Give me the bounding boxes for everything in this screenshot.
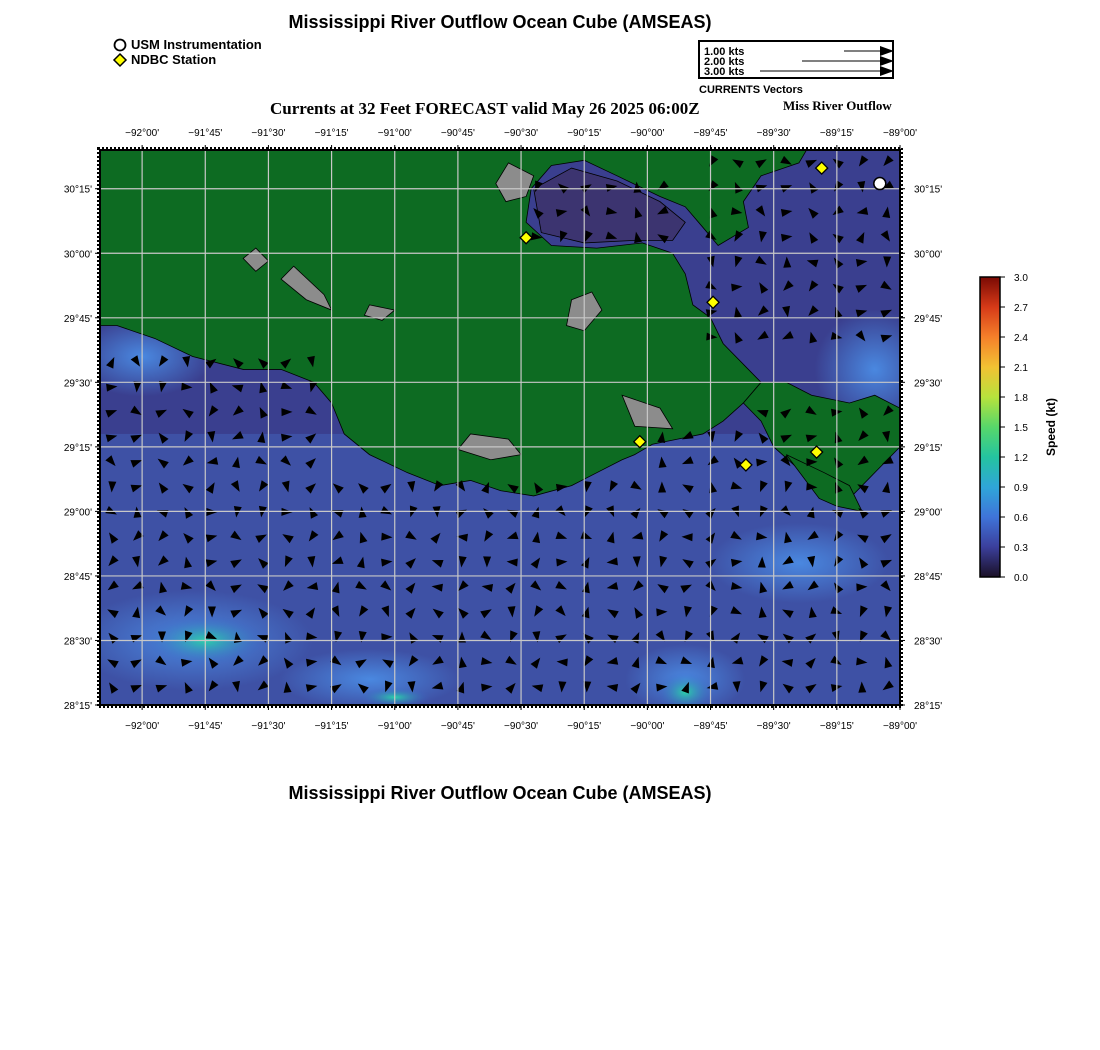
lat-tick-label-left: 29°00' [63,507,92,519]
lon-tick-label-top: −89°15' [819,128,854,139]
lat-tick-label-left: 28°45' [63,571,92,583]
colorbar-tick-label: 1.8 [1014,393,1028,404]
usm-station-marker [874,178,886,190]
lon-tick-label-bottom: −89°30' [756,721,791,732]
lon-tick-label-bottom: −91°15' [314,721,349,732]
colorbar-tick-label: 0.6 [1014,513,1028,524]
lon-tick-label-bottom: −91°00' [377,721,412,732]
colorbar-tick-label: 0.3 [1014,543,1028,554]
colorbar-tick-label: 1.2 [1014,453,1028,464]
legend-ndbc-label: NDBC Station [131,52,217,67]
vector-scale-2: 2.00 kts [704,56,745,68]
lon-tick-label-bottom: −91°30' [251,721,286,732]
lon-tick-label-top: −89°45' [693,128,728,139]
lon-tick-label-top: −91°30' [251,128,286,139]
colorbar-tick-label: 2.7 [1014,303,1028,314]
lon-tick-label-top: −91°00' [377,128,412,139]
lon-tick-label-top: −90°00' [630,128,665,139]
lat-tick-label-left: 29°45' [63,313,92,325]
legend-usm-label: USM Instrumentation [131,37,262,52]
lon-tick-label-bottom: −89°00' [883,721,917,732]
lat-tick-label-left: 28°30' [63,636,92,648]
lat-tick-label-left: 28°15' [63,701,92,712]
region-label: Miss River Outflow [783,98,892,113]
lon-tick-label-top: −92°00' [125,128,160,139]
lon-tick-label-top: −91°45' [188,128,223,139]
lat-tick-label-right: 28°15' [914,701,943,712]
lon-tick-label-bottom: −90°15' [567,721,602,732]
speed-colorbar [970,270,1080,590]
lon-tick-label-bottom: −89°45' [693,721,728,732]
lon-tick-label-top: −91°15' [314,128,349,139]
lat-tick-label-right: 28°30' [914,636,943,648]
vector-scale-arrows [700,42,896,81]
page-title: Mississippi River Outflow Ocean Cube (AMSEAS) [288,12,712,32]
lon-tick-label-top: −90°30' [504,128,539,139]
lon-tick-label-bottom: −90°00' [630,721,665,732]
lat-tick-label-left: 30°00' [63,249,92,261]
lon-tick-label-bottom: −91°45' [188,721,223,732]
colorbar-tick-label: 1.5 [1014,423,1028,434]
ndbc-marker-icon [113,53,127,67]
colorbar-tick-label: 2.4 [1014,333,1028,344]
lat-tick-label-left: 29°15' [63,442,92,454]
lon-tick-label-bottom: −92°00' [125,721,160,732]
lat-tick-label-right: 29°45' [914,313,943,325]
colorbar-tick-label: 0.9 [1014,483,1028,494]
colorbar-tick-label: 0.0 [1014,573,1028,584]
colorbar-tick-label: 2.1 [1014,363,1028,374]
usm-marker-icon [113,38,127,52]
lon-tick-label-top: −89°00' [883,128,917,139]
colorbar-label: Speed (kt) [1044,397,1058,457]
lon-tick-label-top: −89°30' [756,128,791,139]
lat-tick-label-left: 30°15' [63,184,92,196]
lat-tick-label-right: 30°00' [914,249,943,261]
vector-scale-box [698,40,894,79]
lat-tick-label-right: 30°15' [914,184,943,196]
page-title-repeat: Mississippi River Outflow Ocean Cube (AMSEAS) [288,783,712,803]
lon-tick-label-top: −90°15' [567,128,602,139]
legend-ndbc [113,52,216,67]
lat-tick-label-left: 29°30' [63,378,92,390]
map-subtitle: Currents at 32 Feet FORECAST valid May 26 2025 06:00Z [270,99,700,118]
vector-scale-3: 3.00 kts [704,66,745,78]
lat-tick-label-right: 29°15' [914,442,943,454]
vector-scale-caption: CURRENTS Vectors [699,84,803,96]
lat-tick-label-right: 29°30' [914,378,943,390]
current-map [63,120,943,732]
lon-tick-label-bottom: −90°45' [440,721,475,732]
legend-usm [113,37,262,52]
lat-tick-label-right: 28°45' [914,571,943,583]
colorbar-tick-label: 3.0 [1014,273,1028,284]
lon-tick-label-top: −90°45' [440,128,475,139]
lon-tick-label-bottom: −89°15' [819,721,854,732]
lon-tick-label-bottom: −90°30' [504,721,539,732]
colorbar-gradient [980,277,1000,577]
lat-tick-label-right: 29°00' [914,507,943,519]
vector-scale-1: 1.00 kts [704,46,745,58]
